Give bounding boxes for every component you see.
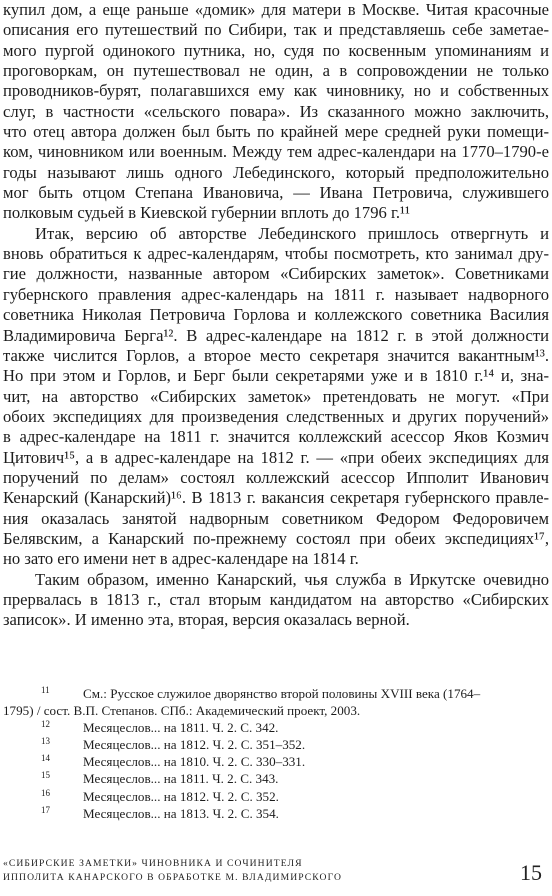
text-line: описания его путешествий по Сибири, так и представляешь себе заметае-: [3, 20, 549, 40]
paragraph: [3, 570, 549, 631]
text-line: вновь обратиться к адрес-календарям, чтобы посмотреть, кто занимал дру-: [3, 244, 549, 264]
footnote-number: 13: [41, 736, 50, 747]
text-line: годы называют лишь одного Лебединского, который предположительно: [3, 162, 549, 182]
text-line: гие должности, названные автором «Сибирских заметок». Советниками: [3, 264, 549, 284]
text-line: записок». И именно эта, вторая, версия оказалась верной.: [3, 610, 410, 630]
footnote: [3, 788, 549, 805]
paragraph: [3, 0, 549, 224]
footnote-number: 16: [41, 787, 50, 798]
footnote-number: 11: [41, 685, 50, 695]
paragraph: [3, 224, 549, 570]
text-line: Таким образом, именно Канарский, чья служба в Иркутске очевидно: [35, 569, 549, 589]
footnote-number: 12: [41, 719, 50, 730]
text-line: Итак, версию об авторстве Лебединского пришлось отвергнуть и: [35, 223, 549, 243]
running-footer-line-1: «СИБИРСКИЕ ЗАМЕТКИ» ЧИНОВНИКА И СОЧИНИТЕЛЯ: [3, 858, 303, 869]
text-line: также числится Горлов, а второе место секретаря значится вакантным¹³.: [3, 345, 549, 365]
footnote-text: Месяцеслов... на 1812. Ч. 2. С. 351–352.: [83, 737, 306, 753]
footnote: [3, 685, 549, 702]
text-line: советника Николая Петровича Горлова и коллежского советника Василия: [3, 305, 549, 325]
text-line: ния оказалась занятой надворным советником Федором Федоровичем: [3, 508, 549, 528]
footnote-text: Месяцеслов... на 1811. Ч. 2. С. 342.: [83, 720, 279, 736]
footnotes: [3, 685, 549, 822]
page-number: 15: [520, 860, 542, 885]
text-line: в адрес-календаре на 1811 г. значится коллежский асессор Яков Козмич: [3, 427, 549, 447]
running-footer: [3, 857, 463, 885]
text-line: Владимировича Берга¹². В адрес-календаре на 1812 г. в этой должности: [3, 325, 549, 345]
text-line: Белявским, а Канарский по-прежнему состоял при обеих экспедициях¹⁷,: [3, 528, 549, 548]
text-line: Кенарский (Канарский)¹⁶. В 1813 г. вакансия секретаря губернского правле-: [3, 488, 549, 508]
footnote-text: Месяцеслов... на 1811. Ч. 2. С. 343.: [83, 771, 279, 787]
footnote-number: 17: [41, 804, 50, 815]
text-line: купил дом, а еще раньше «домик» для матери в Москве. Читая красочные: [3, 0, 549, 19]
footnote-number: 15: [41, 770, 50, 781]
footnote: [3, 719, 549, 736]
text-line: Но при этом и Горлов, и Берг были секретарями уже и в 1810 г.¹⁴ и, зна-: [3, 366, 549, 386]
text-line: губернского правления адрес-календарь на 1811 г. называет надворного: [3, 284, 549, 304]
footnote: [3, 736, 549, 753]
footnote: [3, 770, 549, 787]
footnote: [3, 805, 549, 822]
footnote-number: 14: [41, 753, 50, 764]
main-text: [3, 0, 549, 631]
footnote-text: См.: Русское служилое дворянство второй половины XVIII века (1764–: [83, 686, 481, 701]
text-line: полковым судьей в Киевской губернии вплоть до 1796 г.¹¹: [3, 203, 410, 223]
text-line: чит, на авторство «Сибирских заметок» претендовать не могут. «При: [3, 386, 549, 406]
text-line: поручений по делам» состоял коллежский асессор Ипполит Иванович: [3, 467, 549, 487]
footnote-text: Месяцеслов... на 1813. Ч. 2. С. 354.: [83, 805, 279, 821]
text-line: но зато его имени нет в адрес-календаре на 1814 г.: [3, 549, 359, 569]
text-line: мог быть отцом Степана Ивановича, — Ивана Петровича, служившего: [3, 183, 549, 203]
footnote-continuation: [3, 702, 549, 719]
text-line: прервалась в 1813 г., стал вторым кандидатом на авторство «Сибирских: [3, 589, 549, 609]
text-line: проговоркам, он путешествовал не один, а в сопровождении не только: [3, 61, 549, 81]
text-line: Цитович¹⁵, а в адрес-календаре на 1812 г. — «при обеих экспедициях для: [3, 447, 549, 467]
footnote-continuation-text: 1795) / сост. В.П. Степанов. СПб.: Академический проект, 2003.: [3, 703, 361, 719]
text-line: обоих экспедициях для произведения следственных и других поручений»: [3, 406, 549, 426]
running-footer-line-2: ИППОЛИТА КАНАРСКОГО В ОБРАБОТКЕ М. ВЛАДИМИРСКОГО: [3, 872, 342, 883]
text-line: что отец автора должен был быть по крайней мере средней руки помещи-: [3, 122, 549, 142]
footnote-text: Месяцеслов... на 1812. Ч. 2. С. 352.: [83, 788, 279, 804]
footnote: [3, 753, 549, 770]
text-line: слуг, в частности «сельского повара». Из сказанного можно заключить,: [3, 101, 549, 121]
text-line: проводников-бурят, полагавшихся ему как чиновнику, но и собственных: [3, 81, 549, 101]
text-line: ком, чиновником или военным. Между тем адрес-календари на 1770–1790-е: [3, 142, 549, 162]
text-line: мого пургой одинокого путника, но, судя по косвенным упоминаниям и: [3, 40, 549, 60]
footnote-text: Месяцеслов... на 1810. Ч. 2. С. 330–331.: [83, 754, 306, 770]
